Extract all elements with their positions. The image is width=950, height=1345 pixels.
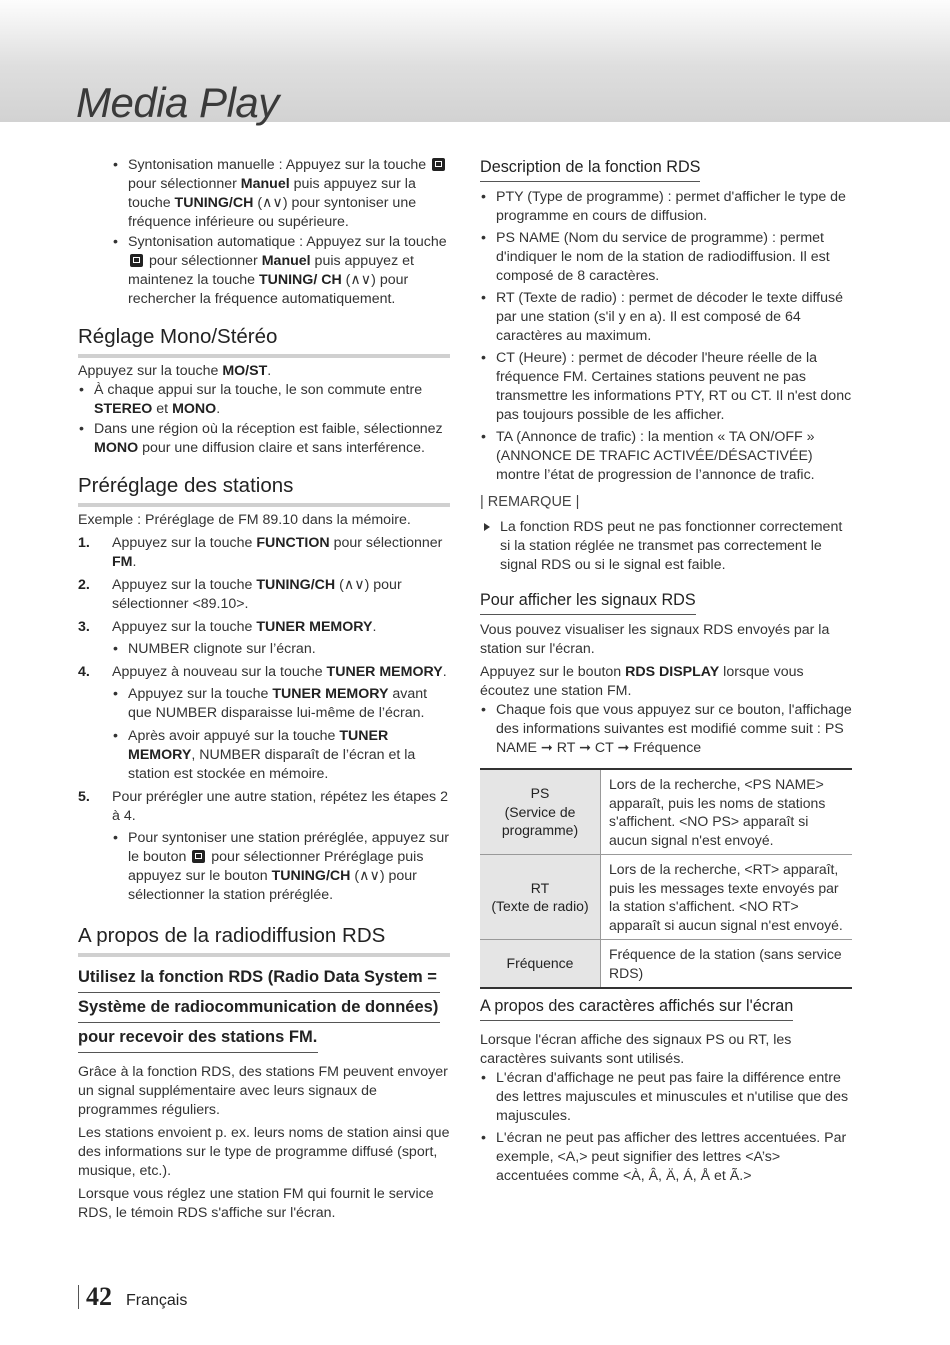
display-paragraph: Appuyez sur le bouton RDS DISPLAY lorsque vous écoutez une station FM. xyxy=(480,664,804,699)
list-item: • Syntonisation manuelle : Appuyez sur la touche pour sélectionner Manuel puis appuyez sur la touche TUNING/CH (∧∨) pour syntoniser une fréquence inférieure ou supérieure. xyxy=(112,156,450,232)
right-column xyxy=(480,156,852,1187)
list-item: • Dans une région où la réception est faible, sélectionnez MONO pour une diffusion claire et sans interférence. xyxy=(78,420,450,458)
up-down-arrows-icon: ∧∨ xyxy=(343,577,365,593)
note-list xyxy=(480,518,852,575)
section-title-rds: A propos de la radiodiffusion RDS xyxy=(78,923,450,957)
table-row xyxy=(480,769,852,855)
step-item: 3. Appuyez sur la touche TUNER MEMORY. • NUMBER clignote sur l’écran. xyxy=(78,618,450,659)
tuner-button-icon xyxy=(432,158,445,171)
list-item: • TA (Annonce de trafic) : la mention « TA ON/OFF » (ANNONCE DE TRAFIC ACTIVÉE/DÉSACTIVÉE) montre l’état de progression de l’annonce de trafic. xyxy=(480,428,852,485)
note-label: | REMARQUE | xyxy=(480,494,580,510)
rds-paragraph: Les stations envoient p. ex. leurs noms de station ainsi que des informations sur le type de programme diffusé (sport, musique, etc.). xyxy=(78,1125,450,1179)
table-key: RT (Texte de radio) xyxy=(480,855,601,940)
list-item: • Syntonisation automatique : Appuyez sur la touche pour sélectionner Manuel puis appuyez et maintenez la touche TUNING/ CH (∧∨) pour rechercher la fréquence automatiquement. xyxy=(112,233,450,309)
table-row xyxy=(480,940,852,989)
left-column xyxy=(78,156,450,1223)
table-key: Fréquence xyxy=(480,940,601,989)
display-paragraph: Vous pouvez visualiser les signaux RDS envoyés par la station sur l'écran. xyxy=(480,622,830,657)
section-title-mono-stereo: Réglage Mono/Stéréo xyxy=(78,324,450,358)
rds-paragraph: Lorsque vous réglez une station FM qui fournit le service RDS, le témoin RDS s'affiche sur l'écran. xyxy=(78,1186,434,1221)
list-item: • CT (Heure) : permet de décoder l'heure réelle de la fréquence FM. Certaines stations peuvent ne pas transmettre les informations PTY, RT ou CT. Il n'est donc pas toujours possible de les afficher. xyxy=(480,349,852,425)
section-title-characters: A propos des caractères affichés sur l'écran xyxy=(480,995,793,1021)
tuning-list xyxy=(112,156,450,309)
chars-list xyxy=(480,1069,852,1186)
list-item: • Chaque fois que vous appuyez sur ce bouton, l'affichage des informations suivantes est modifié comme suit : PS NAME ➞ RT ➞ CT ➞ Fréquence xyxy=(480,701,852,758)
header-band xyxy=(0,0,950,126)
list-item: • Pour syntoniser une station préréglée, appuyez sur le bouton pour sélectionner Préréglage puis appuyez sur le bouton TUNING/CH (∧∨) pour sélectionner la station préréglée. xyxy=(112,829,450,905)
language-label: Français xyxy=(126,1292,188,1309)
rds-subheading: Utilisez la fonction RDS (Radio Data System = Système de radiocommunication de données) pour recevoir des stations FM. xyxy=(78,963,440,1053)
section-title-preset: Préréglage des stations xyxy=(78,473,450,507)
chars-paragraph: Lorsque l'écran affiche des signaux PS ou RT, les caractères suivants sont utilisés. xyxy=(480,1032,792,1067)
page-title: Media Play xyxy=(76,79,279,126)
up-down-arrows-icon: ∧∨ xyxy=(350,272,372,288)
preset-steps xyxy=(78,534,450,905)
rds-paragraph: Grâce à la fonction RDS, des stations FM peuvent envoyer un signal supplémentaire avec leurs signaux de programmes réguliers. xyxy=(78,1064,448,1118)
table-value: Lors de la recherche, <RT> apparaît, puis les messages texte envoyés par la station s'affichent. <NO RT> apparaît si aucun signal n'est envoyé. xyxy=(601,855,853,940)
page-number: 42 xyxy=(86,1282,112,1311)
table-key: PS (Service de programme) xyxy=(480,769,601,855)
rds-description-list xyxy=(480,188,852,485)
step-item: 4. Appuyez à nouveau sur la touche TUNER MEMORY. • Appuyez sur la touche TUNER MEMORY avant que NUMBER disparaisse lui-même de l’écran. • Après avoir appuyé sur la touche TUNER MEMORY, NUMBER disparaît de l’écran et la station est stockée en mémoire. xyxy=(78,663,450,784)
note-text: La fonction RDS peut ne pas fonctionner correctement si la station réglée ne transmet pas correctement le signal RDS ou si le signal est faible. xyxy=(480,518,852,575)
mono-intro: Appuyez sur la touche MO/ST. xyxy=(78,363,272,379)
list-item: • PTY (Type de programme) : permet d'afficher le type de programme en cours de diffusion. xyxy=(480,188,852,226)
section-title-display-rds: Pour afficher les signaux RDS xyxy=(480,589,696,615)
step-item: 5. Pour prérégler une autre station, répétez les étapes 2 à 4. • Pour syntoniser une station préréglée, appuyez sur le bouton pour sélectionner Préréglage puis appuyez sur le bouton TUNING/CH (∧∨) pour sélectionner la station préréglée. xyxy=(78,788,450,905)
list-item: • L'écran d'affichage ne peut pas faire la différence entre des lettres majuscules et minuscules et n'utilise que des majuscules. xyxy=(480,1069,852,1126)
table-value: Fréquence de la station (sans service RDS) xyxy=(601,940,853,989)
table-row xyxy=(480,855,852,940)
display-list xyxy=(480,701,852,758)
tuner-button-icon xyxy=(130,254,143,267)
list-item: • NUMBER clignote sur l’écran. xyxy=(112,640,450,659)
list-item: • Après avoir appuyé sur la touche TUNER MEMORY, NUMBER disparaît de l’écran et la station est stockée en mémoire. xyxy=(112,727,450,784)
list-item: • L'écran ne peut pas afficher des lettres accentuées. Par exemple, <A,> peut signifier des lettres <A’s> accentuées comme <À, Â, Ä, Á, Å et Ã.> xyxy=(480,1129,852,1186)
list-item: • Appuyez sur la touche TUNER MEMORY avant que NUMBER disparaisse lui-même de l’écran. xyxy=(112,685,450,723)
footer-divider xyxy=(78,1285,79,1309)
list-item: • À chaque appui sur la touche, le son commute entre STEREO et MONO. xyxy=(78,381,450,419)
up-down-arrows-icon: ∧∨ xyxy=(262,195,283,211)
up-down-arrows-icon: ∧∨ xyxy=(359,868,380,884)
mono-list xyxy=(78,381,450,458)
tuner-button-icon xyxy=(192,850,205,863)
preset-example: Exemple : Préréglage de FM 89.10 dans la mémoire. xyxy=(78,512,411,528)
table-value: Lors de la recherche, <PS NAME> apparaît, puis les noms de stations s'affichent. <NO PS> apparaît si aucun signal n'est envoyé. xyxy=(601,769,853,855)
step-item: 2. Appuyez sur la touche TUNING/CH (∧∨) pour sélectionner <89.10>. xyxy=(78,577,402,612)
list-item: • RT (Texte de radio) : permet de décoder le texte diffusé par une station (s'il y en a). Il est composé de 64 caractères au maximum. xyxy=(480,289,852,346)
section-title-rds-description: Description de la fonction RDS xyxy=(480,156,700,182)
list-item: • PS NAME (Nom du service de programme) : permet d'indiquer le nom de la station de radiodiffusion. Il est composé de 8 caractères. xyxy=(480,229,852,286)
step-item: 1. Appuyez sur la touche FUNCTION pour sélectionner FM. xyxy=(78,535,443,570)
rds-display-table xyxy=(480,768,852,989)
